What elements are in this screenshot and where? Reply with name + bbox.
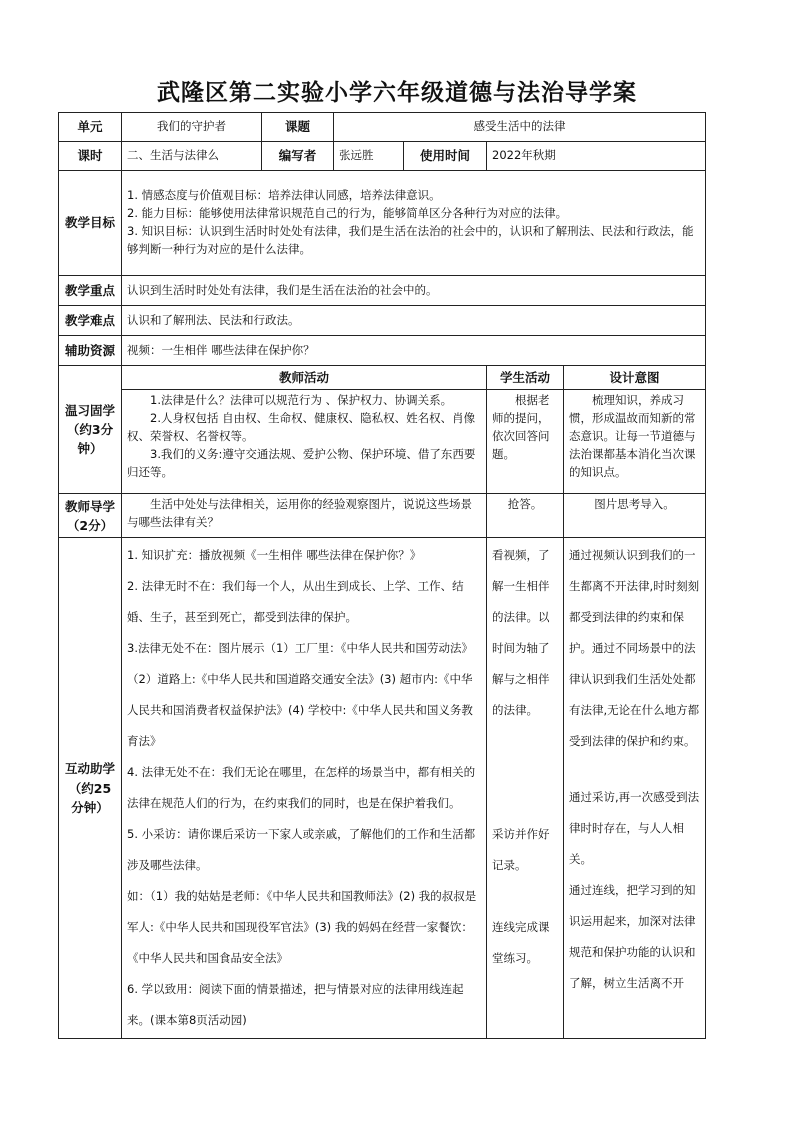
guide-design: 图片思考导入。 xyxy=(564,494,706,538)
goal-item: 2. 能力目标：能够使用法律常识规范自己的行为，能够简单区分各种行为对应的法律。 xyxy=(127,206,568,221)
guide-row xyxy=(59,494,706,538)
interactive-item: 6. 学以致用：阅读下面的情景描述，把与情景对应的法律用线连起来。(课本第8页活动园) xyxy=(127,982,464,1028)
student-activity-header: 学生活动 xyxy=(487,366,564,390)
review-item: 3.我们的义务:遵守交通法规、爱护公物、保护环境、借了东西要归还等。 xyxy=(127,446,476,479)
lesson-label: 课时 xyxy=(59,142,122,171)
resource-label: 辅助资源 xyxy=(59,336,122,366)
interactive-row xyxy=(59,538,706,1039)
interactive-label: 互动助学（约25分钟） xyxy=(59,538,122,1039)
keypoint-label: 教学重点 xyxy=(59,276,122,306)
topic-value: 感受生活中的法律 xyxy=(334,113,706,142)
interactive-item: 4. 法律无处不在：我们无论在哪里，在怎样的场景当中，都有相关的法律在规范人们的行为，在约束我们的同时，也是在保护着我们。 xyxy=(127,765,476,811)
goal-item: 1. 情感态度与价值观目标：培养法律认同感，培养法律意识。 xyxy=(127,188,441,203)
activity-header-row xyxy=(59,366,706,390)
resource-value: 视频：一生相伴 哪些法律在保护你？ xyxy=(122,336,706,366)
interactive-item: 2. 法律无时不在：我们每一个人，从出生到成长、上学、工作、结婚、生子，甚至到死亡，都受到法律的保护。 xyxy=(127,579,464,625)
interactive-design-item: 通过采访,再一次感受到法律时时存在，与人人相关。 xyxy=(569,790,700,867)
goals-row xyxy=(59,171,706,276)
review-teacher xyxy=(122,390,487,494)
guide-teacher-text: 生活中处处与法律相关，运用你的经验观察图片，说说这些场景与哪些法律有关？ xyxy=(127,497,472,530)
difficulty-value: 认识和了解刑法、民法和行政法。 xyxy=(122,306,706,336)
keypoint-value: 认识到生活时时处处有法律，我们是生活在法治的社会中的。 xyxy=(122,276,706,306)
interactive-student-item: 看视频，了解一生相伴的法律。以时间为轴了解与之相伴的法律。 xyxy=(492,548,550,718)
difficulty-label: 教学难点 xyxy=(59,306,122,336)
review-design-text: 梳理知识，养成习惯，形成温故而知新的常态意识。让每一节道德与法治课都基本消化当次课的知识点。 xyxy=(569,393,696,479)
lesson-row xyxy=(59,142,706,171)
interactive-student-item: 采访并作好记录。 xyxy=(492,827,550,873)
interactive-design-item: 通过视频认识到我们的一生都离不开法律,时时刻刻都受到法律的约束和保护。通过不同场景中的法律认识到我们生活处处都有法律,无论在什么地方都受到法律的保护和约束。 xyxy=(569,548,700,749)
review-design xyxy=(564,390,706,494)
author-label: 编写者 xyxy=(262,142,334,171)
review-label: 温习固学（约3分钟） xyxy=(59,366,122,494)
resource-row xyxy=(59,336,706,366)
design-intent-header: 设计意图 xyxy=(564,366,706,390)
interactive-item: 3.法律无处不在：图片展示（1）工厂里：《中华人民共和国劳动法》（2）道路上:《中华人民共和国道路交通安全法》(3) 超市内:《中华人民共和国消费者权益保护法》(4) 学校中:《中华人民共和国义务教育法》 xyxy=(127,641,474,749)
interactive-student xyxy=(487,538,564,1039)
interactive-item: 如：（1）我的姑姑是老师：《中华人民共和国教师法》(2) 我的叔叔是军人:《中华人民共和国现役军官法》(3) 我的妈妈在经营一家餐饮：《中华人民共和国食品安全法》 xyxy=(127,889,477,966)
topic-label: 课题 xyxy=(262,113,334,142)
guide-student: 抢答。 xyxy=(487,494,564,538)
review-item: 1.法律是什么？法律可以规范行为 、保护权力、协调关系。 xyxy=(150,393,453,408)
unit-value: 我们的守护者 xyxy=(122,113,262,142)
unit-label: 单元 xyxy=(59,113,122,142)
review-item: 2.人身权包括 自由权、生命权、健康权、隐私权、姓名权、肖像权、荣誉权、名誉权等。 xyxy=(127,411,476,443)
teacher-activity-header: 教师活动 xyxy=(122,366,487,390)
time-value: 2022年秋期 xyxy=(487,142,706,171)
author-value: 张远胜 xyxy=(334,142,404,171)
goals-label: 教学目标 xyxy=(59,171,122,276)
guide-label: 教师导学（2分） xyxy=(59,494,122,538)
review-student xyxy=(487,390,564,494)
interactive-teacher xyxy=(122,538,487,1039)
interactive-item: 5. 小采访：请你课后采访一下家人或亲戚，了解他们的工作和生活都涉及哪些法律。 xyxy=(127,827,476,873)
review-row xyxy=(59,390,706,494)
time-label: 使用时间 xyxy=(404,142,487,171)
unit-row xyxy=(59,113,706,142)
page-title: 武隆区第二实验小学六年级道德与法治导学案 xyxy=(157,79,637,106)
interactive-design xyxy=(564,538,706,1039)
interactive-item: 1. 知识扩充：播放视频《一生相伴 哪些法律在保护你？》 xyxy=(127,548,422,563)
interactive-design-item: 通过连线，把学习到的知识运用起来，加深对法律规范和保护功能的认识和了解，树立生活离不开 xyxy=(569,883,696,991)
keypoint-row xyxy=(59,276,706,306)
lesson-plan-table xyxy=(58,112,706,1039)
guide-teacher xyxy=(122,494,487,538)
review-student-text: 根据老师的提问，依次回答问题。 xyxy=(492,393,550,461)
difficulty-row xyxy=(59,306,706,336)
goals-content xyxy=(122,171,706,276)
interactive-student-item: 连线完成课堂练习。 xyxy=(492,920,550,966)
lesson-value: 二、生活与法律么 xyxy=(122,142,262,171)
goal-item: 3. 知识目标：认识到生活时时处处有法律，我们是生活在法治的社会中的，认识和了解刑法、民法和行政法，能够判断一种行为对应的是什么法律。 xyxy=(127,224,694,256)
